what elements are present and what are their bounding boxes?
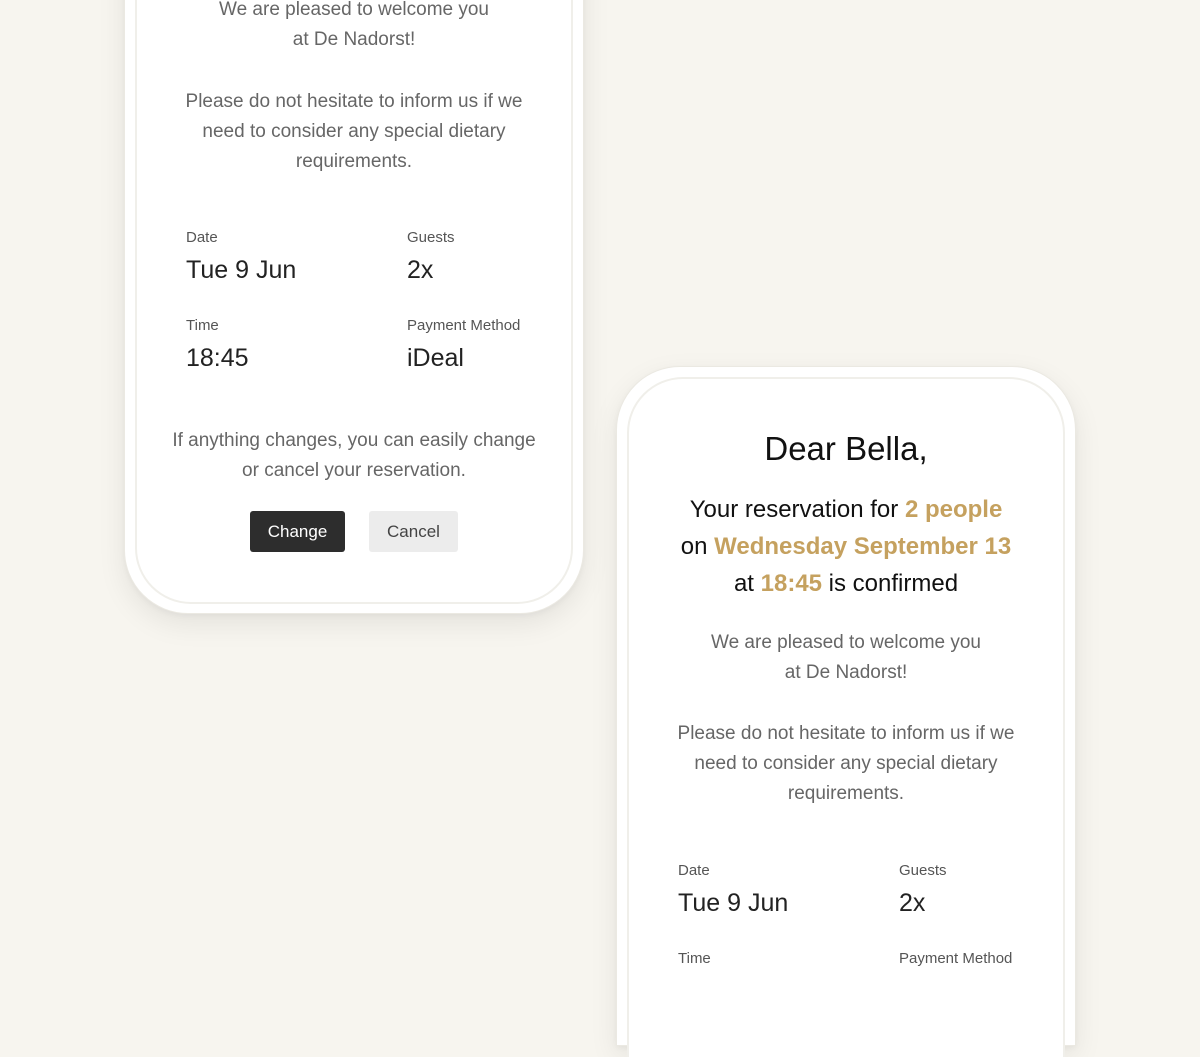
guests-value: 2x	[407, 256, 434, 284]
welcome-text	[616, 628, 1076, 688]
reservation-time: 18:45	[760, 570, 823, 597]
welcome-line-2: at De Nadorst!	[784, 662, 908, 683]
guests-label: Guests	[407, 229, 455, 246]
welcome-line-1: We are pleased to welcome you	[218, 0, 490, 20]
time-label: Time	[678, 950, 711, 967]
changes-line-2: or cancel your reservation.	[242, 460, 466, 481]
dietary-line-3: requirements.	[295, 151, 413, 172]
people-count: 2 people	[904, 496, 1003, 523]
reservation-card-right	[616, 366, 1076, 1046]
date-label: Date	[678, 862, 710, 879]
reservation-date: Wednesday September 13	[714, 533, 1012, 560]
guests-label: Guests	[899, 862, 947, 879]
change-button[interactable]: Change	[250, 511, 345, 552]
welcome-line-1: We are pleased to welcome you	[710, 632, 982, 653]
dietary-line-1: Please do not hesitate to inform us if we	[185, 91, 523, 112]
date-value: Tue 9 Jun	[678, 889, 789, 917]
summary-line-2	[616, 528, 1076, 565]
summary-prefix: Your reservation for	[689, 496, 905, 523]
dietary-text	[124, 87, 584, 177]
summary-suffix: is confirmed	[822, 570, 959, 597]
time-value: 18:45	[186, 344, 249, 372]
welcome-text	[124, 0, 584, 55]
dietary-line-1: Please do not hesitate to inform us if we	[677, 723, 1015, 744]
summary-on: on	[680, 533, 715, 560]
changes-line-1: If anything changes, you can easily change	[172, 430, 536, 451]
date-value: Tue 9 Jun	[186, 256, 297, 284]
date-label: Date	[186, 229, 218, 246]
reservation-summary	[616, 491, 1076, 602]
dietary-line-3: requirements.	[787, 783, 905, 804]
summary-at: at	[733, 570, 761, 597]
greeting: Dear Bella,	[764, 430, 928, 467]
payment-method-label: Payment Method	[407, 317, 521, 334]
dietary-line-2: need to consider any special dietary	[202, 121, 506, 142]
changes-text	[124, 426, 584, 486]
welcome-line-2: at De Nadorst!	[292, 29, 416, 50]
summary-line-1	[616, 491, 1076, 528]
guests-value: 2x	[899, 889, 926, 917]
dietary-text	[616, 719, 1076, 809]
payment-method-label: Payment Method	[899, 950, 1013, 967]
dietary-line-2: need to consider any special dietary	[694, 753, 998, 774]
cancel-button[interactable]: Cancel	[369, 511, 458, 552]
summary-line-3	[616, 565, 1076, 602]
time-label: Time	[186, 317, 219, 334]
payment-method-value: iDeal	[407, 344, 464, 372]
